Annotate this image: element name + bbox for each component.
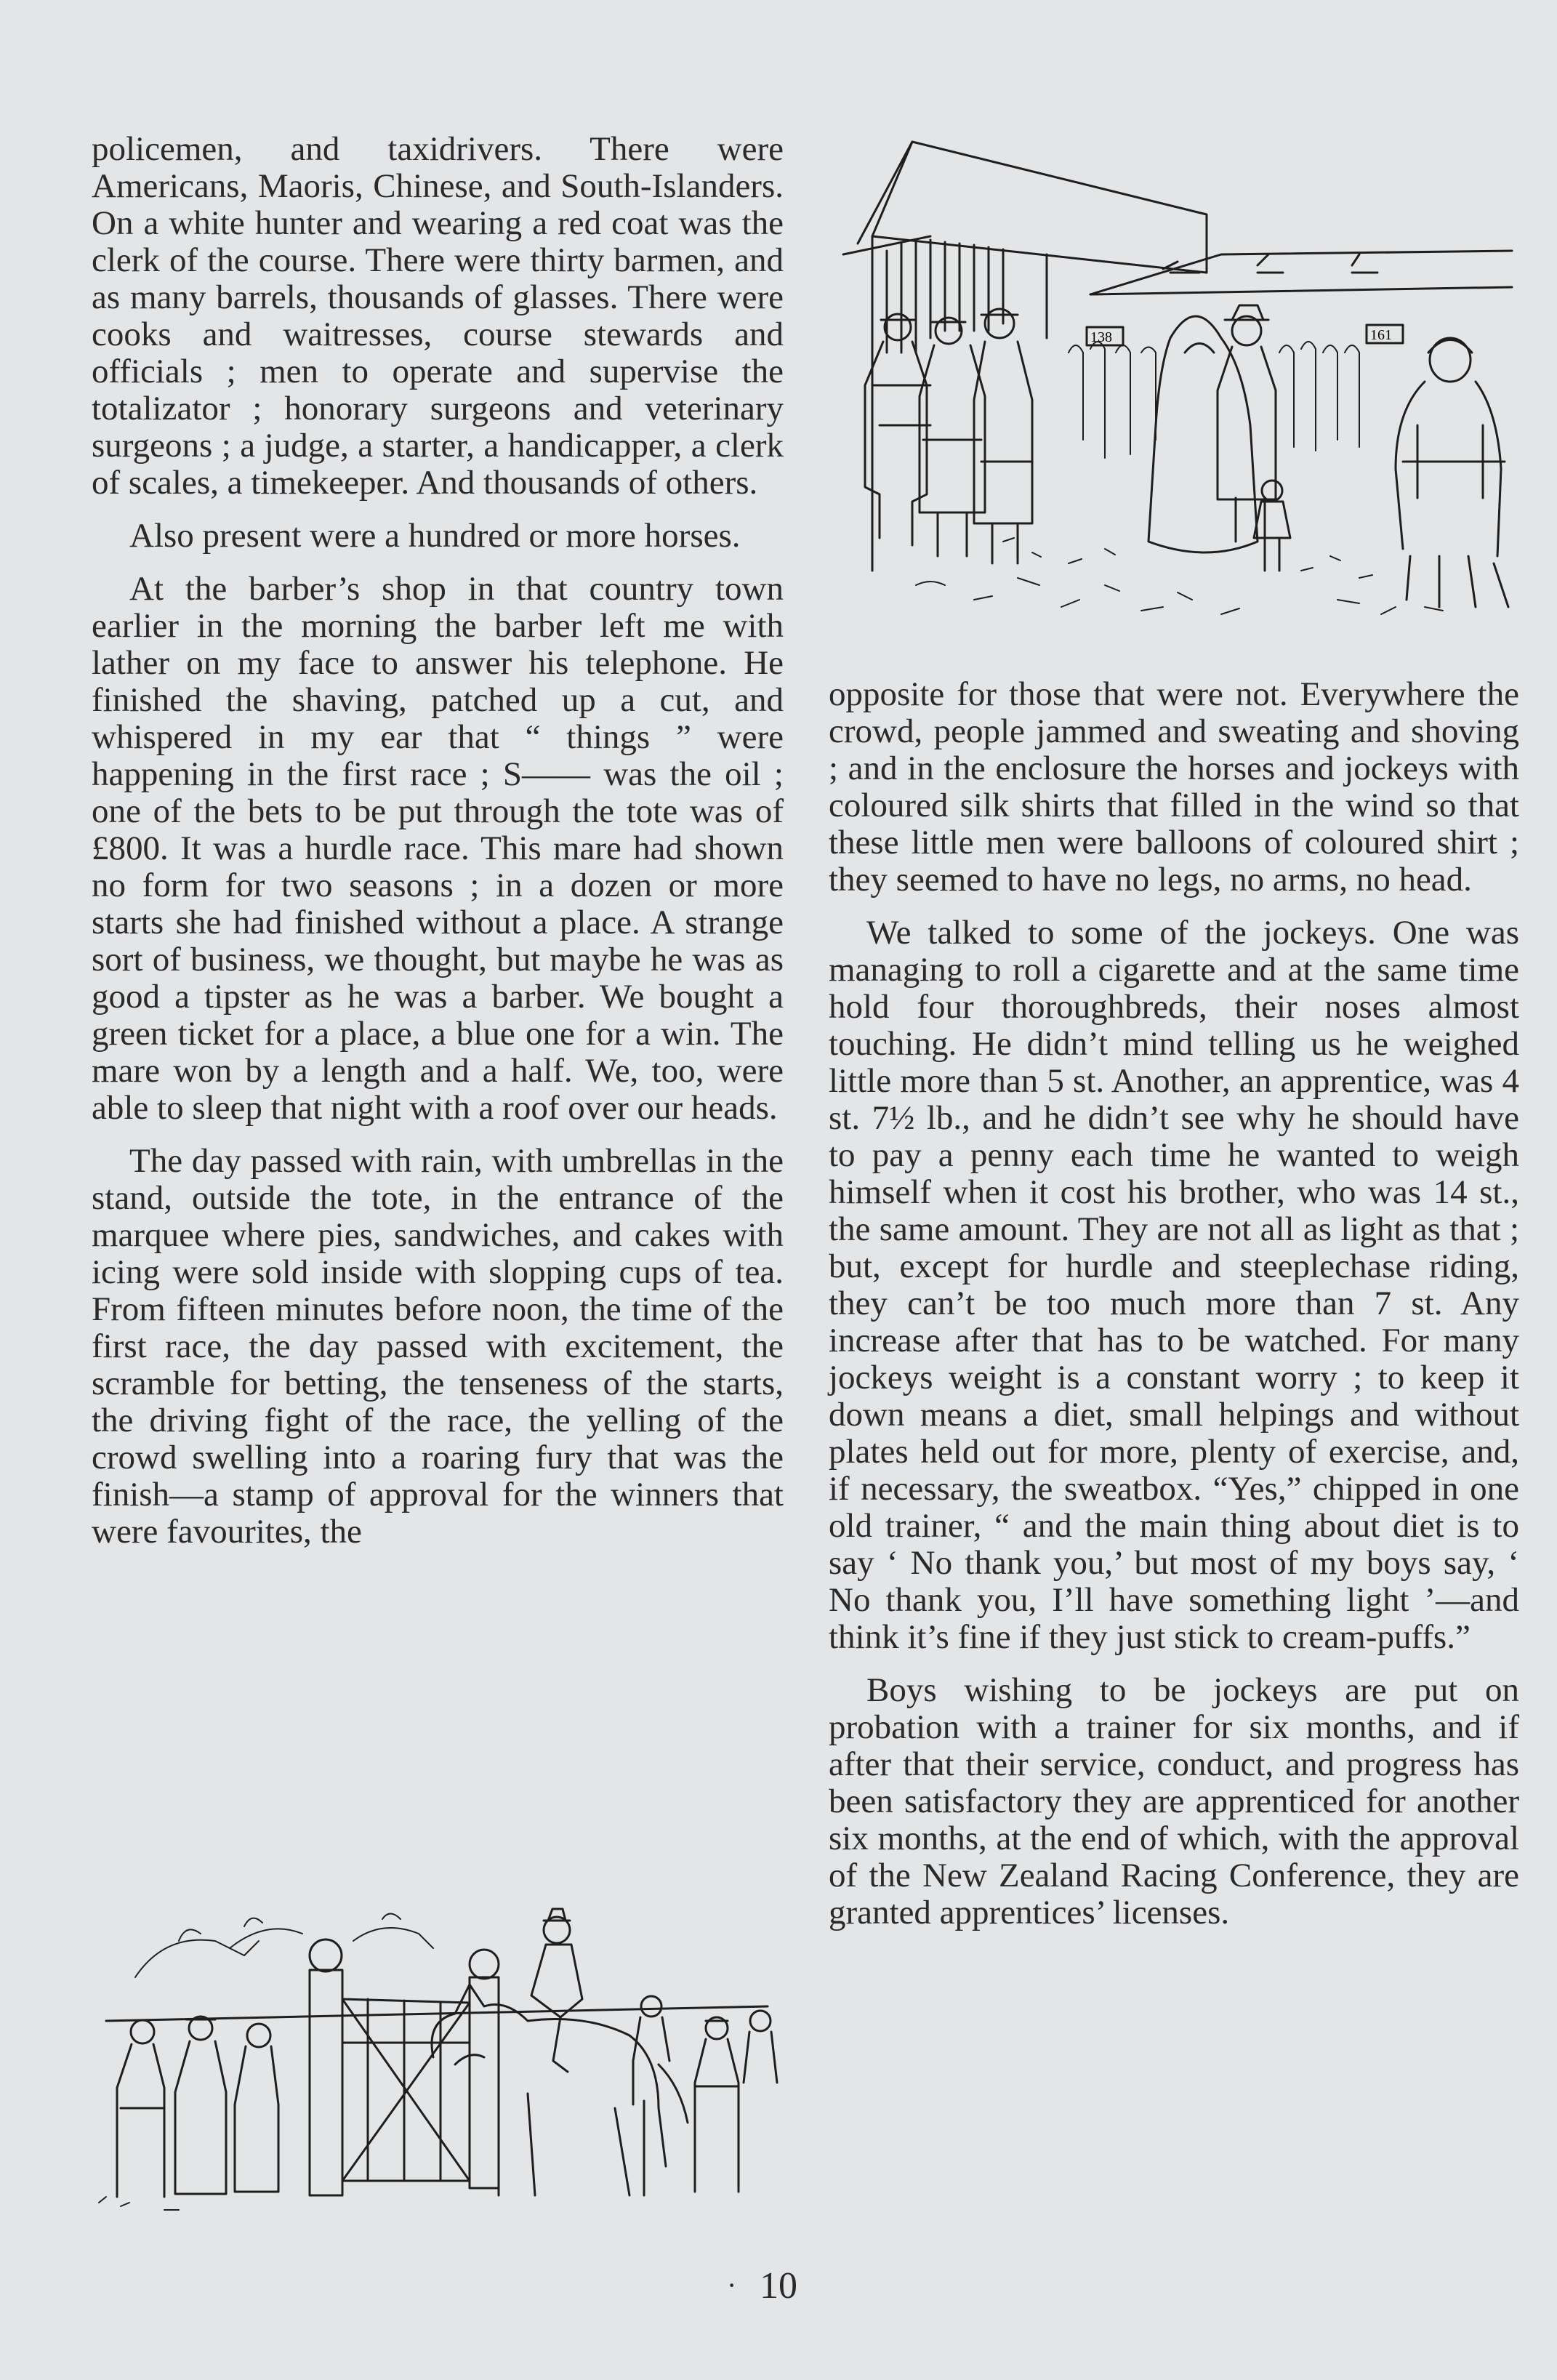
sign-number: 138 — [1090, 329, 1112, 345]
paragraph: We talked to some of the jockeys. One was managing to roll a cigarette and at the same time hold four thoroughbreds, their noses almost touching. He didn’t mind telling us he weighed little more than 5 st. Another, an apprentice, was 4 st. 7½ lb., and he didn’t see why he should have to pay a penny each time he wanted to weigh himself when it cost his brother, who was 14 st., the same amount. They are not all as light as that ; but, except for hurdle and steeplechase riding, they can’t be too much more than 7 st. Any increase after that has to be watched. For many jockeys weight is a constant worry ; to keep it down means a diet, small helpings and without plates held out for more, plenty of exercise, and, if necessary, the sweatbox. “Yes,” chipped in one old trainer, “ and the main thing about diet is to say ‘ No thank you,’ but most of my boys say, ‘ No thank you, I’ll have something light ’—and think it’s fine if they just stick to cream-puffs.” — [829, 914, 1519, 1656]
horse-at-gate-illustration — [92, 1897, 784, 2217]
paragraph: Boys wishing to be jockeys are put on probation with a trainer for six months, and if after that their service, conduct, and progress has been satisfactory they are apprenticed for another six months, at the end of which, with the approval of the New Zealand Racing Conference, they are granted apprentices’ licenses. — [829, 1671, 1519, 1931]
paragraph: At the barber’s shop in that country town earlier in the morning the barber left me with lather on my face to answer his telephone. He finished the shaving, patched up a cut, and whispered in my ear that “ things ” were happening in the first race ; S—— was the oil ; one of the bets to be put through the tote was of £800. It was a hurdle race. This mare had shown no form for two seasons ; in a dozen or more starts she had finished without a place. A strange sort of business, we thought, but maybe he was as good a tipster as he was a barber. We bought a green ticket for a place, a blue one for a win. The mare won by a length and a half. We, too, were able to sleep that night with a roof over our heads. — [92, 570, 784, 1127]
horse-gate-sketch — [92, 1897, 784, 2217]
paragraph: The day passed with rain, with umbrellas in the stand, outside the tote, in the entrance of the marquee where pies, sandwiches, and cakes with icing were sold inside with slopping cups of tea. From fifteen minutes before noon, the time of the first race, the day passed with excitement, the scramble for betting, the tenseness of the starts, the driving fight of the race, the yelling of the crowd swelling into a roaring fury that was the finish—a stamp of approval for the winners that were favourites, the — [92, 1142, 784, 1551]
page-number: 10 — [760, 2265, 797, 2307]
paragraph: opposite for those that were not. Everywhere the crowd, people jammed and sweating and shoving ; and in the enclosure the horses and jockeys with coloured silk shirts that filled in the wind so that these little men were balloons of coloured shirt ; they seemed to have no legs, no arms, no head. — [829, 675, 1519, 898]
crowd-sketch — [829, 134, 1519, 643]
sign-number: 161 — [1370, 327, 1392, 343]
paragraph: Also present were a hundred or more horses. — [129, 517, 741, 555]
footer-dot: · — [727, 2269, 737, 2301]
crowd-at-stables-illustration — [829, 134, 1519, 643]
left-text-column — [92, 131, 784, 1567]
paragraph: policemen, and taxidrivers. There were Americans, Maoris, Chinese, and South-Islanders. On a white hunter and wearing a red coat was the clerk of the course. There were thirty barmen, and as many barrels, thousands of glasses. There were cooks and waitresses, course stewards and officials ; men to operate and supervise the totalizator ; honorary surgeons and veterinary surgeons ; a judge, a starter, a handicapper, a clerk of scales, a timekeeper. And thousands of others. — [92, 130, 784, 502]
right-text-column — [829, 676, 1519, 1947]
